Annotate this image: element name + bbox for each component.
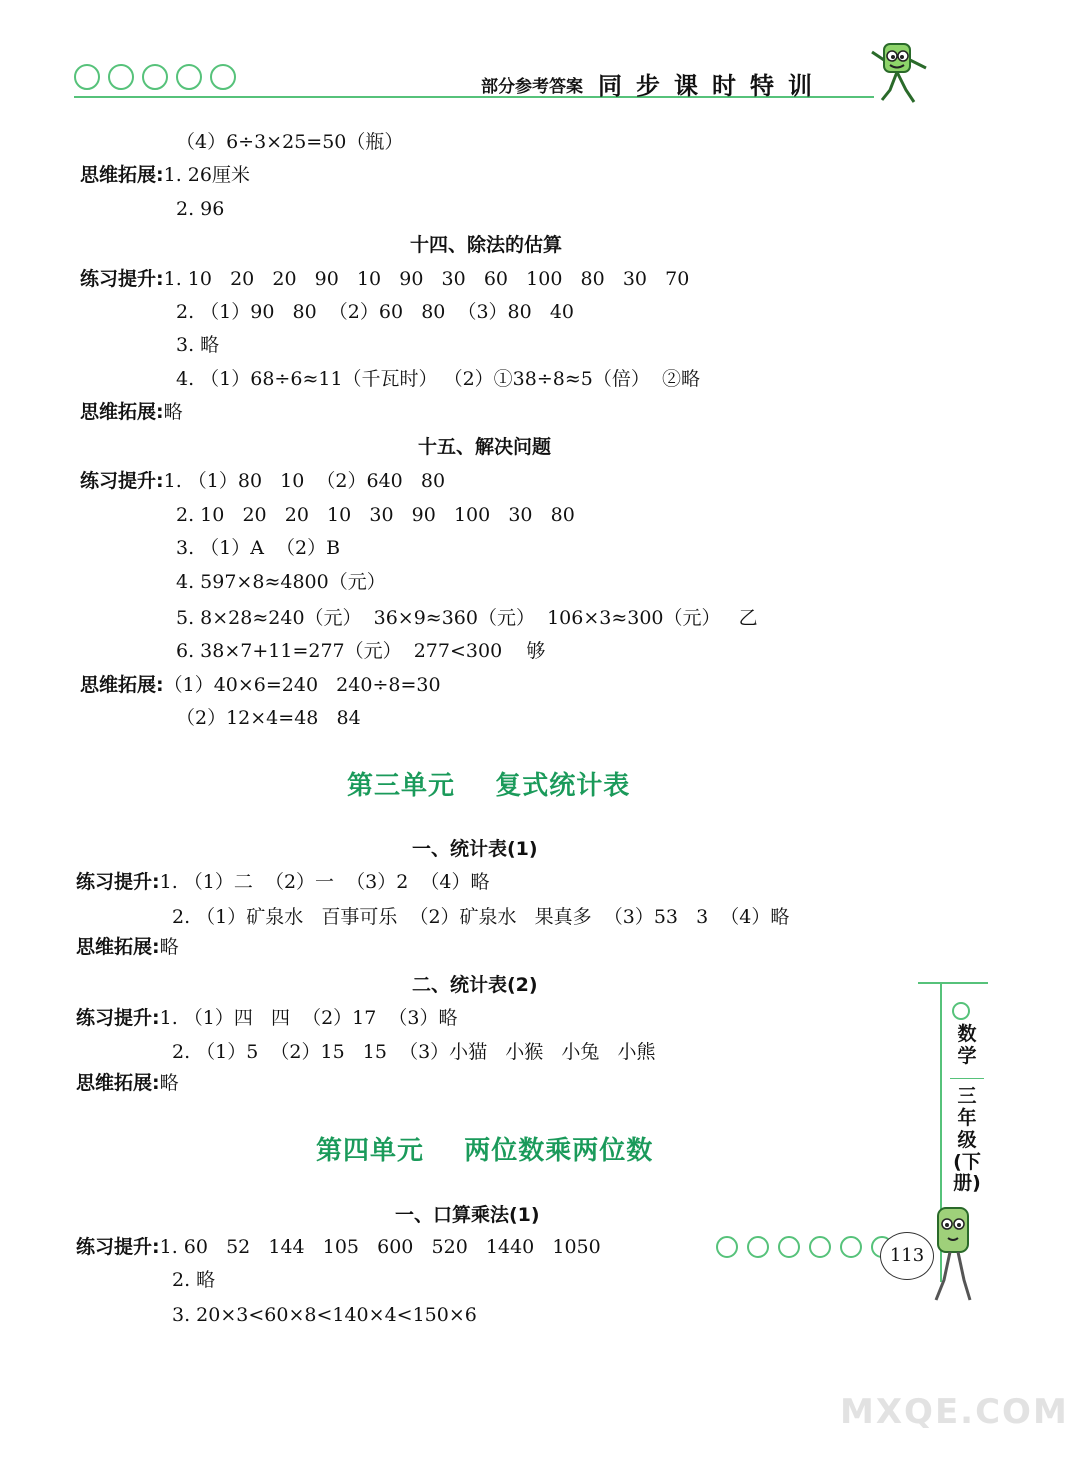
answer-text: 1. （1）二 （2）一 （3）2 （4）略	[159, 871, 490, 893]
answer-line: 2. 略	[172, 1269, 216, 1291]
answer-text: 略	[163, 401, 183, 423]
section-label: 练习提升:	[76, 1007, 160, 1029]
answer-line: 2. （1）90 80 （2）60 80 （3）80 40	[176, 301, 575, 323]
circle-icon	[747, 1236, 769, 1258]
circle-icon	[176, 64, 202, 90]
section-title: 一、口算乘法(1)	[395, 1204, 540, 1226]
answer-line	[76, 1238, 601, 1257]
answer-text: 1. 10 20 20 90 10 90 30 60 100 80 30 70	[163, 268, 690, 290]
answer-line	[80, 676, 441, 695]
unit-heading: 第三单元 复式统计表	[347, 771, 631, 801]
section-title: 十五、解决问题	[418, 436, 552, 458]
circle-icon	[108, 64, 134, 90]
header-title: 同步课时特训	[598, 72, 826, 100]
answer-line: 5. 8×28≈240（元） 36×9≈360（元） 106×3≈300（元） 乙	[176, 607, 758, 629]
answer-line: 4. （1）68÷6≈11（千瓦时） （2）①38÷8≈5（倍） ②略	[176, 368, 700, 390]
section-label: 思维拓展:	[80, 674, 164, 696]
circle-icon	[210, 64, 236, 90]
unit-heading: 第四单元 两位数乘两位数	[316, 1136, 654, 1166]
answer-line: 2. （1）5 （2）15 15 （3）小猫 小猴 小兔 小熊	[172, 1041, 656, 1063]
circle-icon	[716, 1236, 738, 1258]
answer-line	[80, 472, 445, 491]
section-label: 练习提升:	[76, 871, 160, 893]
answer-line	[80, 270, 689, 289]
page-number: 113	[880, 1232, 934, 1280]
answer-line	[80, 403, 183, 422]
section-label: 思维拓展:	[76, 1072, 160, 1094]
answer-line: （2）12×4=48 84	[176, 707, 361, 729]
section-label: 练习提升:	[80, 470, 164, 492]
answer-line: 3. 略	[176, 334, 220, 356]
answer-line	[76, 1074, 179, 1093]
answer-text: 1. （1）四 四 （2）17 （3）略	[159, 1007, 458, 1029]
answer-text: 1. 26厘米	[163, 164, 250, 186]
answer-line	[76, 938, 179, 957]
section-label: 练习提升:	[76, 1236, 160, 1258]
section-label: 思维拓展:	[80, 401, 164, 423]
circle-icon	[778, 1236, 800, 1258]
circle-icon	[74, 64, 100, 90]
answer-text: 略	[159, 1072, 179, 1094]
section-label: 思维拓展:	[80, 164, 164, 186]
section-title: 十四、除法的估算	[410, 234, 563, 256]
side-tab-rule	[918, 982, 988, 984]
answer-line	[76, 1009, 458, 1028]
answer-text: 1. （1）80 10 （2）640 80	[163, 470, 446, 492]
section-title: 二、统计表(2)	[412, 974, 538, 996]
circle-icon	[840, 1236, 862, 1258]
section-title: 一、统计表(1)	[412, 838, 538, 860]
answer-line: 4. 597×8≈4800（元）	[176, 571, 386, 593]
answer-line: 3. 20×3<60×8<140×4<150×6	[172, 1304, 477, 1326]
pencil-mascot-icon	[868, 40, 932, 110]
answer-line: 2. 96	[176, 198, 225, 220]
header-subtitle: 部分参考答案	[481, 77, 583, 97]
side-separator	[950, 1078, 984, 1079]
circle-icon	[809, 1236, 831, 1258]
answer-text: 1. 60 52 144 105 600 520 1440 1050	[159, 1236, 601, 1258]
circle-icon	[952, 1002, 970, 1020]
side-subject: 数学	[957, 1023, 977, 1067]
footer-decoration-circles	[716, 1236, 893, 1258]
side-grade: 三年级(下册)	[953, 1085, 981, 1195]
section-label: 思维拓展:	[76, 936, 160, 958]
answer-line	[76, 873, 489, 892]
circle-icon	[142, 64, 168, 90]
answer-line: 2. 10 20 20 10 30 90 100 30 80	[176, 504, 575, 526]
answer-line	[80, 166, 250, 185]
answer-line: 2. （1）矿泉水 百事可乐 （2）矿泉水 果真多 （3）53 3 （4）略	[172, 906, 790, 928]
header-decoration-circles	[74, 64, 236, 90]
answer-line: 6. 38×7+11=277（元） 277<300 够	[176, 640, 546, 662]
answer-text: 略	[159, 936, 179, 958]
answer-line: 3. （1）A （2）B	[176, 537, 341, 559]
watermark: MXQE.COM	[840, 1392, 1069, 1432]
answer-line: （4）6÷3×25=50（瓶）	[176, 131, 404, 153]
answer-text: （1）40×6=240 240÷8=30	[163, 674, 441, 696]
section-label: 练习提升:	[80, 268, 164, 290]
